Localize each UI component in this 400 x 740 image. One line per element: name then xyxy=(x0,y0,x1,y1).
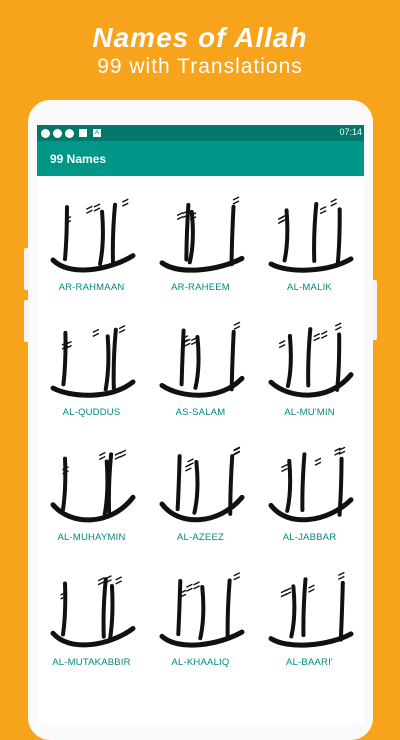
name-card[interactable] xyxy=(37,426,146,551)
phone-side-button xyxy=(24,300,29,342)
name-label: AR-RAHMAAN xyxy=(58,282,125,293)
name-label: AL-MUHAYMIN xyxy=(57,532,126,543)
arabic-calligraphy xyxy=(263,442,357,532)
name-card[interactable] xyxy=(255,551,364,676)
name-card[interactable] xyxy=(255,176,364,301)
name-card[interactable] xyxy=(146,176,255,301)
phone-side-button xyxy=(372,280,377,340)
name-card[interactable] xyxy=(37,551,146,676)
name-label: AL-MALIK xyxy=(287,282,332,293)
name-label: AS-SALAM xyxy=(175,407,226,418)
status-bar xyxy=(37,125,364,141)
name-label: AL-BAARI' xyxy=(286,657,333,668)
name-card[interactable] xyxy=(255,426,364,551)
promo-subtitle: 99 with Translations xyxy=(97,55,303,78)
name-card[interactable] xyxy=(37,301,146,426)
arabic-calligraphy xyxy=(263,192,357,282)
arabic-calligraphy xyxy=(45,442,139,532)
promo-title: Names of Allah xyxy=(92,22,308,53)
notification-icon xyxy=(41,129,50,138)
arabic-calligraphy xyxy=(45,192,139,282)
phone-side-button xyxy=(24,248,29,290)
arabic-calligraphy xyxy=(154,317,248,407)
name-card[interactable] xyxy=(146,551,255,676)
name-label: AL-QUDDUS xyxy=(62,407,121,418)
image-icon xyxy=(79,129,87,137)
name-label: AL-KHAALIQ xyxy=(171,657,230,668)
name-card[interactable] xyxy=(37,176,146,301)
arabic-calligraphy xyxy=(263,567,357,657)
arabic-calligraphy xyxy=(263,317,357,407)
arabic-calligraphy xyxy=(154,567,248,657)
name-label: AR-RAHEEM xyxy=(171,282,230,293)
name-card[interactable] xyxy=(146,301,255,426)
app-toolbar xyxy=(37,141,364,176)
name-label: AL-AZEEZ xyxy=(177,532,224,543)
arabic-calligraphy xyxy=(45,567,139,657)
arabic-calligraphy xyxy=(154,192,248,282)
status-time: 07:14 xyxy=(339,127,362,137)
arabic-calligraphy xyxy=(45,317,139,407)
app-notification-icon: A xyxy=(94,130,99,136)
name-label: AL-MUTAKABBIR xyxy=(52,657,131,668)
app-screen xyxy=(37,125,364,725)
toolbar-title: 99 Names xyxy=(50,151,107,166)
name-label: AL-JABBAR xyxy=(282,532,337,543)
notification-icon xyxy=(53,129,62,138)
arabic-calligraphy xyxy=(154,442,248,532)
notification-icon xyxy=(65,129,74,138)
name-label: AL-MU'MIN xyxy=(284,407,335,418)
name-card[interactable] xyxy=(146,426,255,551)
name-card[interactable] xyxy=(255,301,364,426)
